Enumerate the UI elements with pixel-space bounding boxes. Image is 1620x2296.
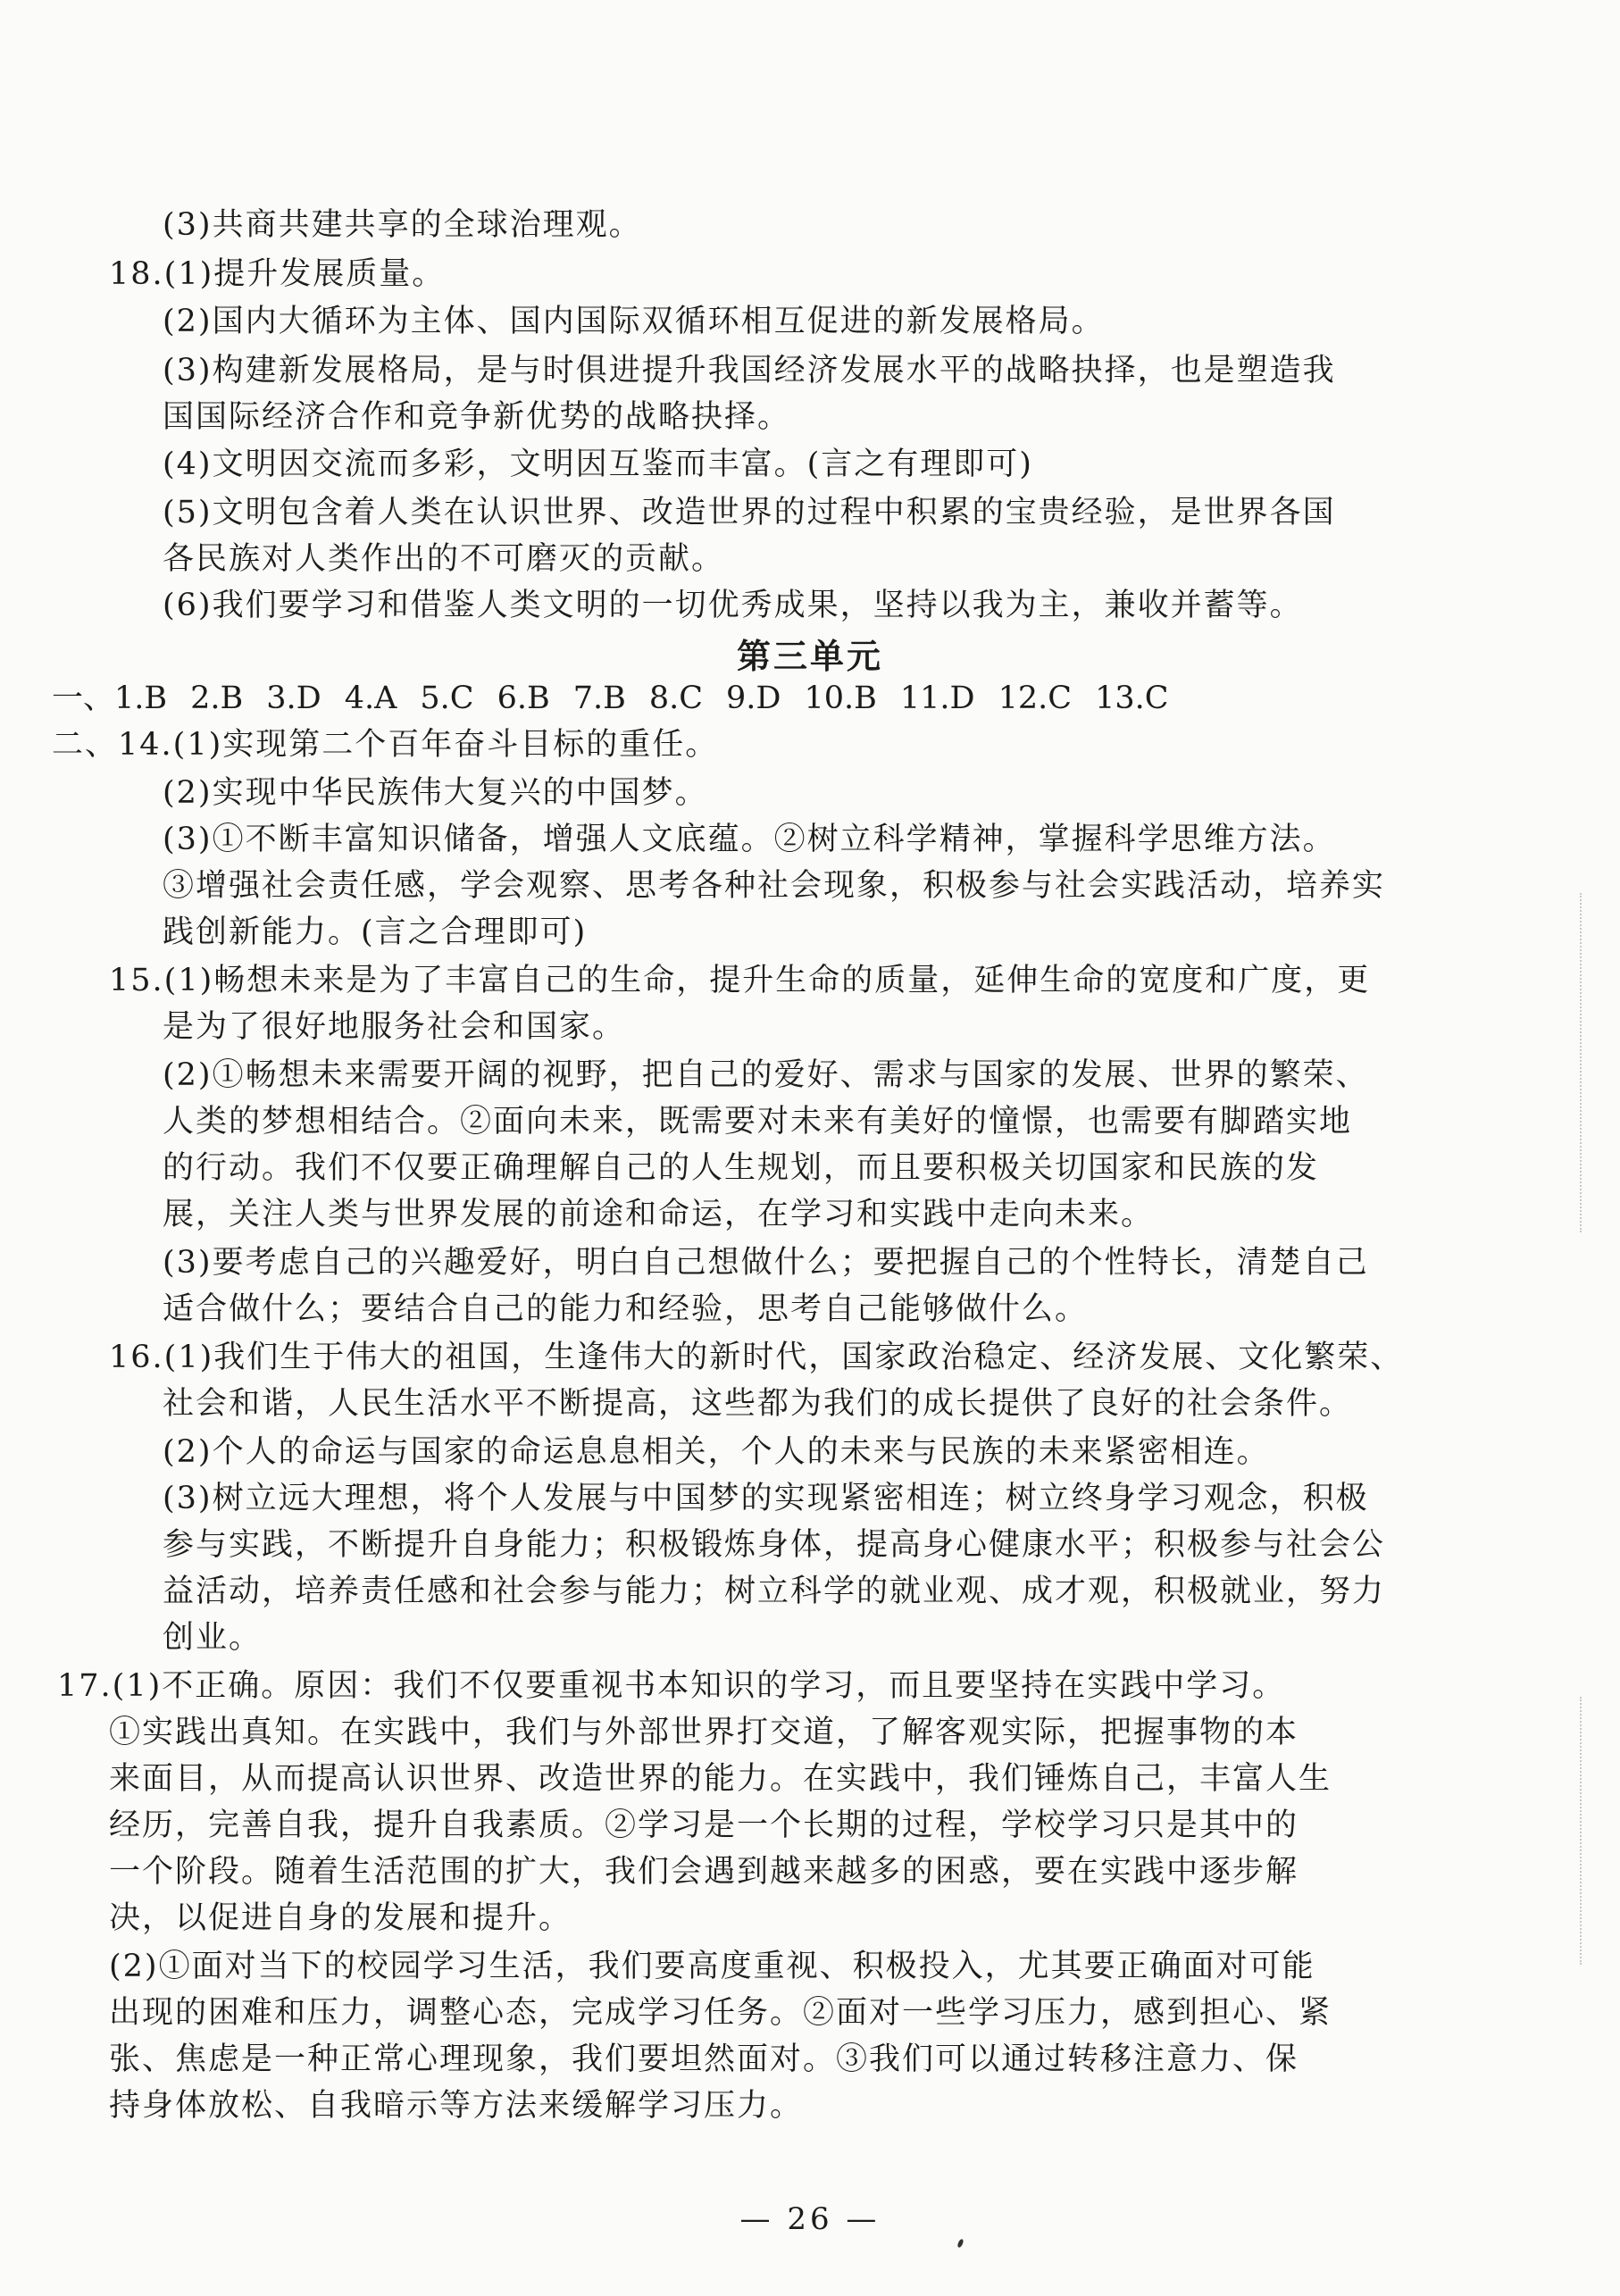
answer-line: 各民族对人类作出的不可磨灭的贡献。 bbox=[163, 541, 725, 577]
answer-line: (3)构建新发展格局，是与时俱进提升我国经济发展水平的战略抉择，也是塑造我 bbox=[163, 353, 1336, 388]
answer-line: 决，以促进自身的发展和提升。 bbox=[109, 1900, 572, 1936]
answer-line: 经历，完善自我，提升自我素质。②学习是一个长期的过程，学校学习只是其中的 bbox=[109, 1808, 1299, 1843]
mc-answer: 9.D bbox=[726, 680, 781, 716]
answer-line: 的行动。我们不仅要正确理解自己的人生规划，而且要积极关切国家和民族的发 bbox=[163, 1150, 1320, 1186]
mc-answer: 5.C bbox=[420, 680, 474, 716]
ink-speck bbox=[956, 2238, 964, 2248]
answer-line: 适合做什么；要结合自己的能力和经验，思考自己能够做什么。 bbox=[163, 1291, 1089, 1327]
answer-line: (2)个人的命运与国家的命运息息相关，个人的未来与民族的未来紧密相连。 bbox=[163, 1434, 1270, 1470]
mc-answer: 13.C bbox=[1095, 680, 1169, 716]
answer-line: 国国际经济合作和竞争新优势的战略抉择。 bbox=[163, 399, 791, 435]
answer-line: (3)树立远大理想，将个人发展与中国梦的实现紧密相连；树立终身学习观念，积极 bbox=[163, 1481, 1369, 1516]
mc-answer: 8.C bbox=[648, 680, 704, 716]
answer-line: 参与实践，不断提升自身能力；积极锻炼身体，提高身心健康水平；积极参与社会公 bbox=[163, 1527, 1386, 1563]
answer-line: 益活动，培养责任感和社会参与能力；树立科学的就业观、成才观，积极就业，努力 bbox=[163, 1574, 1386, 1609]
answer-line: (5)文明包含着人类在认识世界、改造世界的过程中积累的宝贵经验，是世界各国 bbox=[163, 495, 1336, 530]
answer-line: 16.(1)我们生于伟大的祖国，生逢伟大的新时代，国家政治稳定、经济发展、文化繁荣、 bbox=[109, 1340, 1404, 1375]
answer-line: (2)①面对当下的校园学习生活，我们要高度重视、积极投入，尤其要正确面对可能 bbox=[109, 1949, 1315, 1984]
answer-line: 二、14.(1)实现第二个百年奋斗目标的重任。 bbox=[52, 727, 719, 763]
answer-line: (6)我们要学习和借鉴人类文明的一切优秀成果，坚持以我为主，兼收并蓄等。 bbox=[163, 588, 1303, 623]
answer-line: 18.(1)提升发展质量。 bbox=[109, 256, 446, 292]
answer-line: 展，关注人类与世界发展的前途和命运，在学习和实践中走向未来。 bbox=[163, 1197, 1155, 1232]
answer-line: (2)实现中华民族伟大复兴的中国梦。 bbox=[163, 775, 708, 811]
answer-line: (3)要考虑自己的兴趣爱好，明白自己想做什么；要把握自己的个性特长，清楚自己 bbox=[163, 1245, 1369, 1281]
mc-answer: 3.D bbox=[266, 680, 321, 716]
scan-edge-marks bbox=[1580, 893, 1584, 1232]
answer-line: (3)①不断丰富知识储备，增强人文底蕴。②树立科学精神，掌握科学思维方法。 bbox=[163, 822, 1336, 857]
mc-answer: 7.B bbox=[572, 680, 626, 716]
multiple-choice-answers bbox=[52, 679, 1192, 718]
answer-line: (4)文明因交流而多彩，文明因互鉴而丰富。(言之有理即可) bbox=[163, 447, 1033, 482]
answer-line: 持身体放松、自我暗示等方法来缓解学习压力。 bbox=[109, 2088, 804, 2124]
answer-line: 17.(1)不正确。原因：我们不仅要重视书本知识的学习，而且要坚持在实践中学习。 bbox=[57, 1668, 1286, 1704]
answer-line: 人类的梦想相结合。②面向未来，既需要对未来有美好的憧憬，也需要有脚踏实地 bbox=[163, 1104, 1353, 1140]
answer-line: 是为了很好地服务社会和国家。 bbox=[163, 1009, 626, 1045]
page-number: — 26 — bbox=[739, 2201, 881, 2237]
answer-line: 一个阶段。随着生活范围的扩大，我们会遇到越来越多的困惑，要在实践中逐步解 bbox=[109, 1854, 1299, 1890]
scan-edge-marks-lower bbox=[1580, 1697, 1584, 1965]
section-heading: 第三单元 bbox=[736, 637, 883, 676]
answer-line: 出现的困难和压力，调整心态，完成学习任务。②面对一些学习压力，感到担心、紧 bbox=[109, 1995, 1332, 2031]
answer-line: (2)国内大循环为主体、国内国际双循环相互促进的新发展格局。 bbox=[163, 304, 1105, 339]
answer-line: (3)共商共建共享的全球治理观。 bbox=[163, 207, 642, 243]
answer-line: 社会和谐，人民生活水平不断提高，这些都为我们的成长提供了良好的社会条件。 bbox=[163, 1386, 1353, 1422]
answer-line: 15.(1)畅想未来是为了丰富自己的生命，提升生命的质量，延伸生命的宽度和广度，更 bbox=[109, 963, 1371, 998]
answer-line: 创业。 bbox=[163, 1620, 263, 1656]
answer-line: (2)①畅想未来需要开阔的视野，把自己的爱好、需求与国家的发展、世界的繁荣、 bbox=[163, 1057, 1369, 1093]
mc-answer: 10.B bbox=[804, 680, 877, 716]
mc-answer: 6.B bbox=[497, 680, 550, 716]
mc-prefix: 一、 bbox=[52, 680, 115, 716]
mc-answer: 11.D bbox=[899, 680, 975, 716]
mc-answer: 12.C bbox=[998, 680, 1073, 716]
mc-answer: 4.A bbox=[344, 680, 397, 716]
answer-line: 张、焦虑是一种正常心理现象，我们要坦然面对。③我们可以通过转移注意力、保 bbox=[109, 2041, 1299, 2077]
answer-line: 来面目，从而提高认识世界、改造世界的能力。在实践中，我们锤炼自己，丰富人生 bbox=[109, 1761, 1332, 1797]
answer-line: ③增强社会责任感，学会观察、思考各种社会现象，积极参与社会实践活动，培养实 bbox=[163, 868, 1386, 904]
mc-answer: 1.B bbox=[114, 680, 168, 716]
answer-line: 践创新能力。(言之合理即可) bbox=[163, 914, 588, 950]
answer-line: ①实践出真知。在实践中，我们与外部世界打交道，了解客观实际，把握事物的本 bbox=[109, 1715, 1299, 1750]
mc-answer: 2.B bbox=[190, 680, 244, 716]
